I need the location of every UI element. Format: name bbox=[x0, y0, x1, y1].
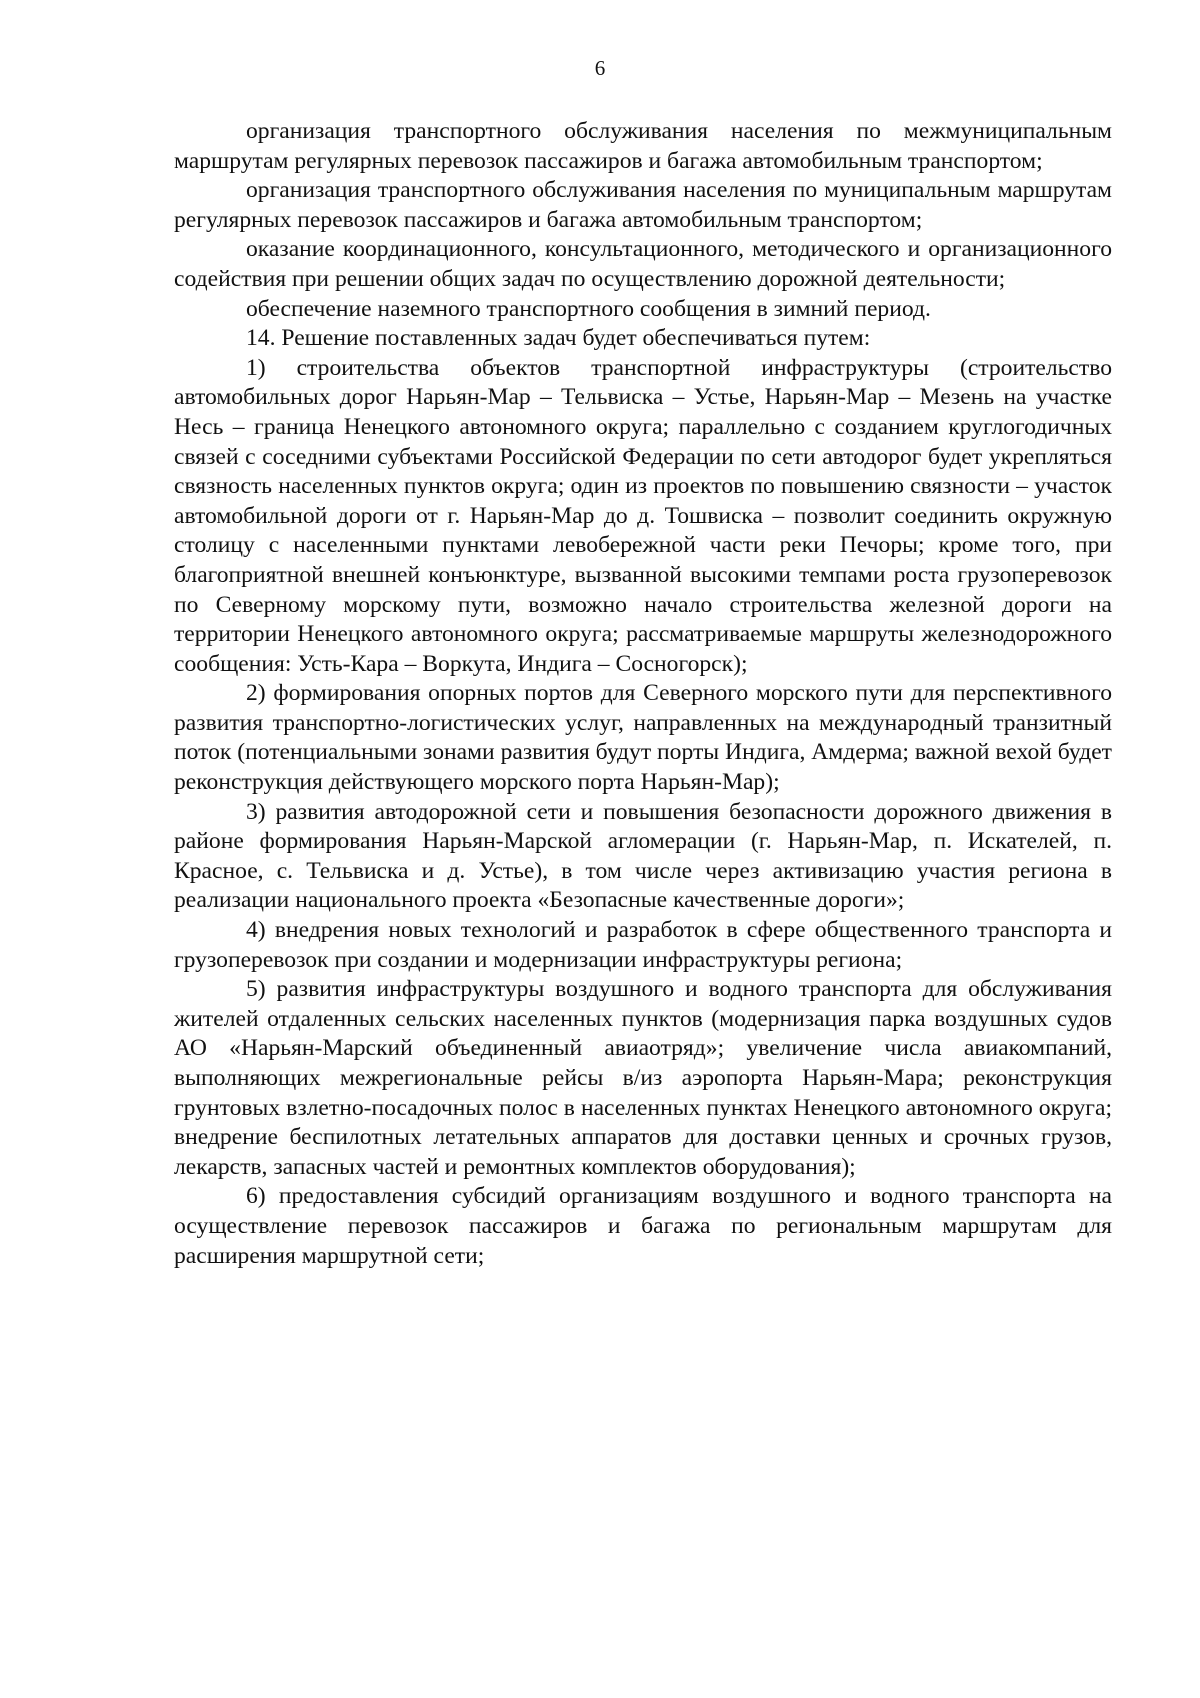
paragraph-winter-transport: обеспечение наземного транспортного сообщения в зимний период. bbox=[246, 295, 931, 322]
list-item-5: 5) развития инфраструктуры воздушного и водного транспорта для обслуживания жителей отдаленных сельских населенных пунктов (модернизация парка воздушных судов АО «Нарьян-Марский объединенный авиаотряд»; увеличение числа авиакомпаний, выполняющих межрегиональные рейсы в/из аэропорта Нарьян-Мара; реконструкция грунтовых взлетно-посадочных полос в населенных пунктах Ненецкого автономного округа; внедрение беспилотных летательных аппаратов для доставки ценных и срочных грузов, лекарств, запасных частей и ремонтных комплектов оборудования); bbox=[174, 976, 1112, 1180]
paragraph-intermunicipal-routes: организация транспортного обслуживания населения по межмуниципальным маршрутам регулярных перевозок пассажиров и багажа автомобильным транспортом; bbox=[174, 118, 1112, 174]
list-item-4: 4) внедрения новых технологий и разработок в сфере общественного транспорта и грузоперевозок при создании и модернизации инфраструктуры региона; bbox=[174, 917, 1112, 973]
list-item-2: 2) формирования опорных портов для Северного морского пути для перспективного развития транспортно-логистических услуг, направленных на международный транзитный поток (потенциальными зонами развития будут порты Индига, Амдерма; важной вехой будет реконструкция действующего морского порта Нарьян-Мар); bbox=[174, 680, 1112, 796]
list-item-1: 1) строительства объектов транспортной инфраструктуры (строительство автомобильных дорог Нарьян-Мар – Тельвиска – Устье, Нарьян-Мар – Мезень на участке Несь – граница Ненецкого автономного округа; параллельно с созданием круглогодичных связей с соседними субъектами Российской Федерации по сети автодорог будет укрепляться связность населенных пунктов округа; один из проектов по повышению связности – участок автомобильной дороги от г. Нарьян-Мар до д. Тошвиска – позволит соединить окружную столицу с населенными пунктами левобережной части реки Печоры; кроме того, при благоприятной внешней конъюнктуре, вызванной высокими темпами роста грузоперевозок по Северному морскому пути, возможно начало строительства железной дороги на территории Ненецкого автономного округа; рассматриваемые маршруты железнодорожного сообщения: Усть-Кара – Воркута, Индига – Сосногорск); bbox=[174, 354, 1112, 677]
paragraph-municipal-routes: организация транспортного обслуживания населения по муниципальным маршрутам регулярных перевозок пассажиров и багажа автомобильным транспортом; bbox=[174, 177, 1112, 233]
document-body bbox=[174, 117, 1112, 1271]
list-item-6: 6) предоставления субсидий организациям воздушного и водного транспорта на осуществление перевозок пассажиров и багажа по региональным маршрутам для расширения маршрутной сети; bbox=[174, 1183, 1112, 1269]
page-number: 6 bbox=[594, 56, 606, 80]
list-item-3: 3) развития автодорожной сети и повышения безопасности дорожного движения в районе формирования Нарьян-Марской агломерации (г. Нарьян-Мар, п. Искателей, п. Красное, с. Тельвиска и д. Устье), в том числе через активизацию участия региона в реализации национального проекта «Безопасные качественные дороги»; bbox=[174, 798, 1112, 914]
paragraph-coordination-support: оказание координационного, консультационного, методического и организационного содействия при решении общих задач по осуществлению дорожной деятельности; bbox=[174, 236, 1112, 292]
paragraph-section-14: 14. Решение поставленных задач будет обеспечиваться путем: bbox=[246, 325, 871, 352]
